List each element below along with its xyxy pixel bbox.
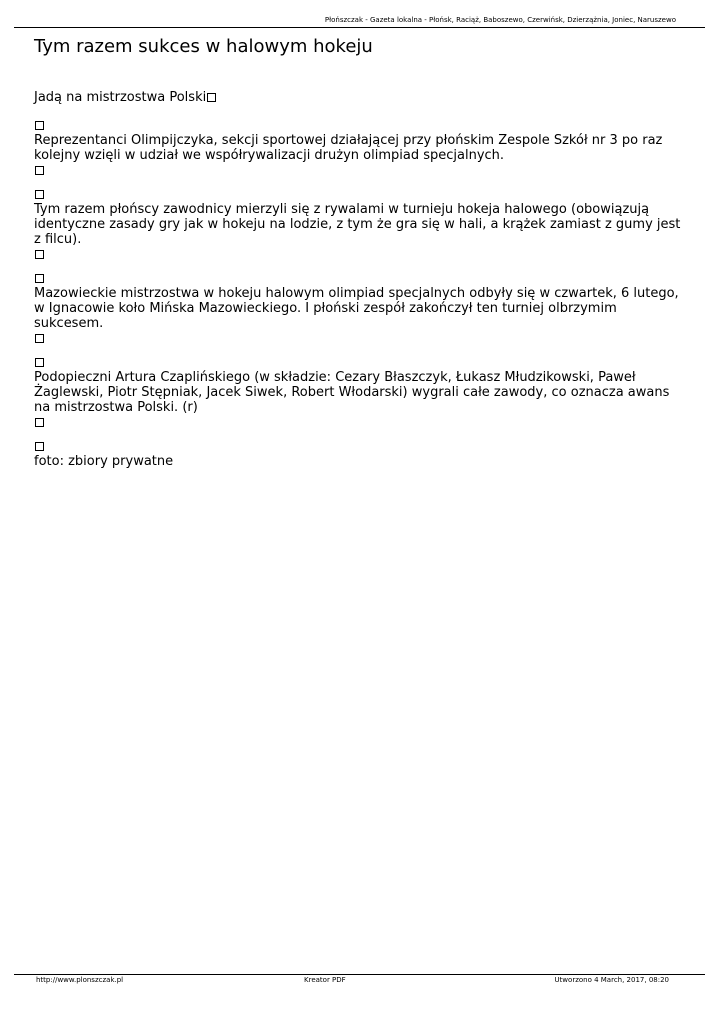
article-paragraph: Reprezentanci Olimpijczyka, sekcji sportowej działającej przy płońskim Zespole Szkół nr 3 po raz kolejny wzięli w udział we współrywalizacji drużyn olimpiad specjalnych. <box>34 133 663 163</box>
missing-glyph-icon <box>35 358 44 367</box>
article-paragraph: Podopieczni Artura Czaplińskiego (w składzie: Cezary Błaszczyk, Łukasz Młudzikowski, Paweł Żaglewski, Piotr Stępniak, Jacek Siwek, Robert Włodarski) wygrali całe zawody, co oznacza awans na mistrzostwa Polski. (r) <box>34 370 670 415</box>
paragraph-block <box>34 190 689 259</box>
photo-credit-block <box>34 442 689 469</box>
missing-glyph-icon <box>35 442 44 451</box>
footer-site-url: http://www.plonszczak.pl <box>36 976 124 984</box>
header-site-info: Płońszczak - Gazeta lokalna - Płońsk, Raciąż, Baboszewo, Czerwińsk, Dzierzążnia, Joniec, Naruszewo <box>324 16 676 24</box>
footer-generator: Kreator PDF <box>304 976 346 984</box>
article-subtitle: Jadą na mistrzostwa Polski <box>34 90 207 105</box>
footer-divider <box>14 974 705 975</box>
article-body <box>34 90 689 484</box>
missing-glyph-icon <box>35 190 44 199</box>
missing-glyph-icon <box>35 418 44 427</box>
footer-created-date: Utworzono 4 March, 2017, 08:20 <box>554 976 669 984</box>
article-paragraph: Tym razem płońscy zawodnicy mierzyli się z rywalami w turnieju hokeja halowego (obowiązują identyczne zasady gry jak w hokeju na lodzie, z tym że gra się w hali, a krążek zamiast z gumy jest z filcu). <box>34 202 681 247</box>
article-paragraph: Mazowieckie mistrzostwa w hokeju halowym olimpiad specjalnych odbyły się w czwartek, 6 lutego, w Ignacowie koło Mińska Mazowieckiego. I płoński zespół zakończył ten turniej olbrzymim sukcesem. <box>34 286 679 331</box>
photo-credit: foto: zbiory prywatne <box>34 454 174 469</box>
article-title: Tym razem sukces w halowym hokeju <box>34 36 373 57</box>
missing-glyph-icon <box>35 334 44 343</box>
paragraph-block <box>34 358 689 427</box>
missing-glyph-icon <box>35 166 44 175</box>
missing-glyph-icon <box>35 274 44 283</box>
article-subtitle-line <box>34 90 689 105</box>
missing-glyph-icon <box>35 250 44 259</box>
paragraph-block <box>34 274 689 343</box>
missing-glyph-icon <box>35 121 44 130</box>
missing-glyph-icon <box>207 93 216 102</box>
header-divider <box>14 27 705 28</box>
paragraph-block <box>34 121 689 175</box>
